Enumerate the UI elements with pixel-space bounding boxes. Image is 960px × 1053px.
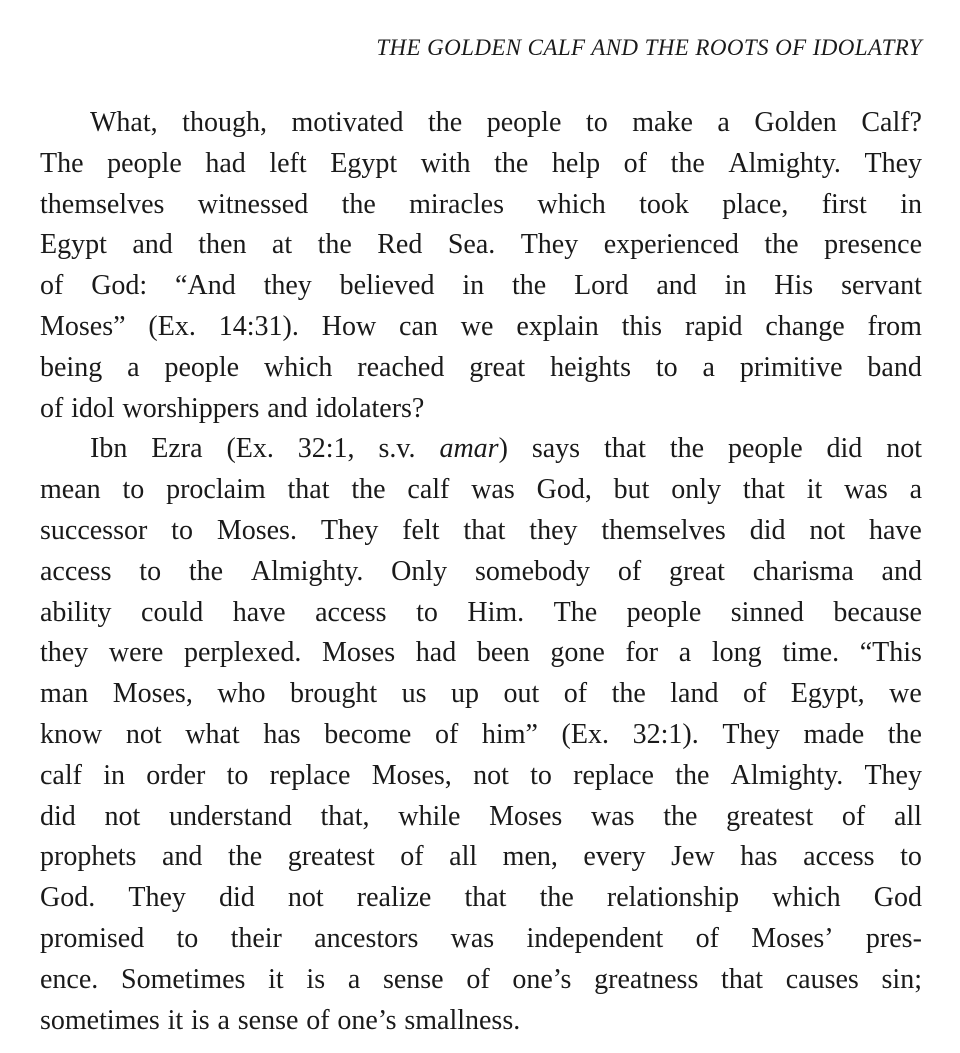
text-line: being a people which reached great heights to a primitive band bbox=[40, 351, 922, 383]
paragraph bbox=[40, 103, 922, 429]
paragraph bbox=[40, 429, 922, 1041]
text-line: of God: “And they believed in the Lord and in His servant bbox=[40, 270, 922, 302]
text-line: Ibn Ezra (Ex. 32:1, s.v. amar) says that the people did not bbox=[90, 433, 922, 465]
text-line: What, though, motivated the people to make a Golden Calf? bbox=[90, 107, 922, 138]
text-line: successor to Moses. They felt that they themselves did not have bbox=[40, 514, 922, 546]
text-line: God. They did not realize that the relationship which God bbox=[40, 882, 922, 914]
text-line: mean to proclaim that the calf was God, but only that it was a bbox=[40, 474, 922, 506]
text-line: Moses” (Ex. 14:31). How can we explain this rapid change from bbox=[40, 310, 922, 342]
text-line: of idol worshippers and idolaters? bbox=[40, 392, 425, 424]
text-line: Egypt and then at the Red Sea. They experienced the presence bbox=[40, 229, 922, 261]
text-line: sometimes it is a sense of one’s smallness. bbox=[40, 1004, 521, 1036]
text-line: themselves witnessed the miracles which took place, first in bbox=[40, 188, 922, 220]
body-text bbox=[40, 103, 922, 1041]
text-line: know not what has become of him” (Ex. 32:1). They made the bbox=[40, 718, 922, 750]
text-line: access to the Almighty. Only somebody of great charisma and bbox=[40, 555, 922, 587]
text-line: they were perplexed. Moses had been gone for a long time. “This bbox=[40, 637, 922, 669]
text-line: prophets and the greatest of all men, every Jew has access to bbox=[40, 841, 922, 873]
text-line: ence. Sometimes it is a sense of one’s greatness that causes sin; bbox=[40, 963, 922, 995]
text-line: ability could have access to Him. The people sinned because bbox=[40, 596, 922, 628]
text-line: calf in order to replace Moses, not to replace the Almighty. They bbox=[40, 759, 922, 791]
text-line: The people had left Egypt with the help of the Almighty. They bbox=[40, 147, 922, 179]
running-head: THE GOLDEN CALF AND THE ROOTS OF IDOLATRY bbox=[376, 35, 922, 60]
text-line: promised to their ancestors was independent of Moses’ pres- bbox=[40, 922, 922, 954]
text-line: did not understand that, while Moses was the greatest of all bbox=[40, 800, 922, 832]
text-line: man Moses, who brought us up out of the land of Egypt, we bbox=[40, 678, 922, 710]
